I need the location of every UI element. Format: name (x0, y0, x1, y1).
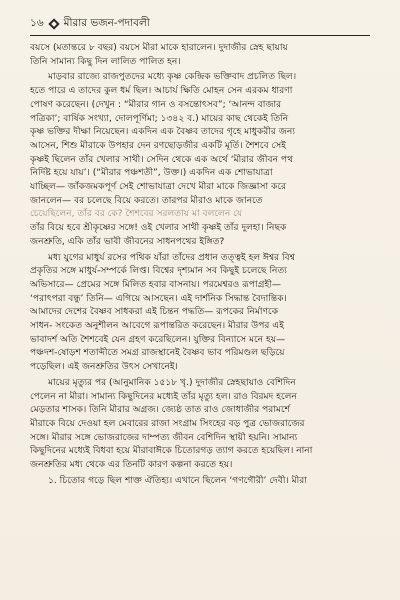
text-line: বয়সে (মতান্তরে ৮ বছর) বয়সে মীরা মাকে হারালেন। দুদাজীর স্নেহ ছায়ায় (30, 43, 288, 53)
text-line: অভিসারে— প্রেমের সঙ্গে মিলিত হবার বাসনায়। পরমেশ্বরও রূপাগ্রহী— (30, 279, 281, 290)
book-title: মীরার ভজন-পদাবলী (63, 16, 150, 29)
flower-ornament-icon (49, 19, 59, 29)
text-line: চেয়েছিলেন, তাঁর বর কে? শৈশবের সরলতায় মা বললেন যে (30, 209, 243, 220)
page-number: ১৬ (30, 16, 44, 29)
text-line: মীরাকে বিয়ে দেওয়া হল মেবারের রাজা সংগ্রাম সিংহের বড় পুত্র ভোজরাজের (30, 418, 305, 429)
text-line: জনশ্রুতি, একি তাঁর ভাবী জীবনের সাধনপথের ইঙ্গিত? (30, 236, 225, 247)
text-line: কিছুদিনের মধ্যেই বিধবা হয়ে মীরাবাঈকে চিতোরগড় ত্যাগ করতে হয়েছিল। নানা (30, 446, 313, 457)
paragraph-1 (30, 42, 370, 69)
header-rule (30, 35, 370, 36)
text-line: মধ্য যুগের মাধুর্য রসের পথিক যাঁরা তাঁদের প্রধান তত্ত্বই হল ঈশ্বর বিশ্ব (48, 252, 295, 263)
paragraph-2 (30, 71, 370, 249)
paragraph-3 (30, 252, 370, 375)
text-line: তিনি সামান্য কিছু দিন লালিত পালিত হন। (30, 56, 181, 67)
text-line: আসেন, শিশু মীরাকে উপহার দেন রণছোড়জীর একটি মূর্তি। শৈশবে সেই (30, 140, 286, 151)
text-line: জানলেন— বর চলেছে বিয়ে করতে। তারপর মীরাও মাকে জানতে (30, 195, 263, 206)
text-line: যাচ্ছিল— জাঁকজমকপূর্ণ সেই শোভাযাত্রা দেখে মীরা মাকে জিজ্ঞাসা করে (30, 182, 287, 193)
text-line: পোষণ করেছেন। (দেখুন : “মীরার গান ও বসন্তোৎসব”; ‘আনন্দ বাজার (30, 99, 282, 110)
paragraph-5 (30, 475, 370, 489)
text-line: সঙ্গে। মীরার সঙ্গে ভোজরাজের দাম্পত্য জীবন বেশিদিন স্থায়ী হয়নি। সামান্য (30, 432, 298, 443)
text-line: হতে পারে এ তাদের কুল ধর্ম ছিল। আচার্য ক্ষিতি মোহন সেন এরকম ধারণা (30, 86, 293, 97)
text-line: ‘পরাৎপরা বন্ধু’ তিনি— এগিয়ে আসছেন। এই দার্শনিক সিদ্ধান্ত বৈদান্তিক। (30, 293, 287, 304)
text-line: পেলেন না মীরা। সামান্য কিছুদিনের মধ্যেই তাঁর মৃত্যু হল। রাও বিরমদ হলেন (30, 391, 297, 402)
running-head (30, 16, 370, 32)
text-line: মাড়বার রাজ্যে রাজপুতদের মধ্যে কৃষ্ণ কেন্দ্রিক ভক্তিবাদ প্রচলিত ছিল। (48, 72, 297, 83)
text-line: ভাবাদর্শ অতি শৈশবেই যেন গ্রহণ করেছিলেন। যুক্তির বিন্যাসে মনে হয়— (30, 334, 286, 345)
paragraph-4 (30, 377, 370, 473)
text-line: আমাদের দেশের বৈষ্ণব সাধকরা এই চিন্তন পদ্ধতি— রূপকের নির্মাণকে (30, 307, 279, 318)
text-line: নির্দিষ্ট হয়ে যায়’। (“মীরার পঞ্চশতী”, উক্ত।) একদিন এক শোভাযাত্রা (30, 168, 273, 179)
text-line: পঞ্চদশ-ষোড়শ শতাব্দীতে সমগ্র রাজস্থানেই বৈষ্ণব ভাব পরিমণ্ডল ছড়িয়ে (30, 348, 285, 359)
text-line: জনশ্রুতির মধ্য থেকে এর তিনটি কারণ কল্পনা করতে হয়। (30, 460, 233, 471)
body-text (30, 42, 370, 590)
text-line: সাধন- সংকেত অনুশীলন আবেগে রূপান্তরিত করেছেন। মীরার উপর এই (30, 321, 284, 332)
text-line: কৃষ্ণ ভক্তির দীক্ষা নিয়েছেন। একদিন এক বৈষ্ণব তাদের গৃহে মাধুকরীর জন্য (30, 127, 295, 138)
text-line: মায়ের মৃত্যুর পর (আনুমানিক ১৫১৮ খৃ.) দুদাজীর স্নেহছায়াও বেশিদিন (48, 377, 296, 388)
text-line: কৃষ্ণই ছিলেন তাঁর খেলার সাথী। সেদিন থেকে এক অর্থে ‘মীরার জীবন পথ (30, 154, 293, 165)
text-line: ১. চিতোর গড়ে ছিল শাক্ত ঐতিহ্য। এখানে ছিলেন ‘গণগৌরী’ দেবী। মীরা (48, 475, 307, 486)
text-line: মেড়তার শাসক। তিনি মীরার অগ্রজ। জ্যেষ্ঠ তাত রাও জোধাজীর পরামর্শে (30, 405, 291, 416)
text-line: প্রকৃতির সঙ্গে মাধুর্য-সম্পর্কে লিপ্ত। বিশ্বের দৃশ্যমান সব কিছুই চলেছে নিত্য (30, 266, 287, 277)
text-line: পড়েছিল। এই জনশ্রুতির উৎস সেখানেই। (30, 362, 178, 373)
text-line: পত্রিকা’; বার্ষিক সংখ্যা, দোলপূর্ণিমা; ১৩৪২ ব.) মায়ের কাছ থেকেই তিনি (30, 113, 289, 124)
text-line: তাঁর বিয়ে হবে শ্রীকৃষ্ণের সঙ্গে! ওই খেলার সাথী কৃষ্ণই তাঁর দুলহা। নিছক (30, 223, 287, 234)
